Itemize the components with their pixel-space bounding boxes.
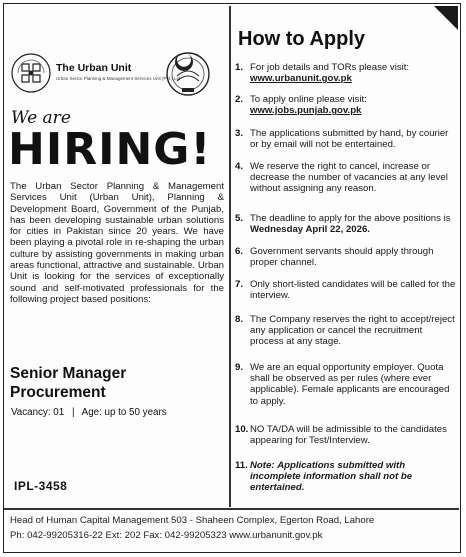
step-number: 3.	[235, 128, 244, 139]
how-to-apply-title: How to Apply	[238, 28, 366, 50]
step-text: The applications submitted by hand, by courier or by email will not be entertained.	[250, 128, 449, 151]
government-of-punjab-emblem-icon	[160, 46, 216, 102]
step-text	[250, 460, 456, 494]
intro-paragraph: The Urban Sector Planning & Management Services Unit (Urban Unit), Planning & Development Board, Government of the Punjab, has been developing sustainable urban solutions for cities in Pakistan since 20 years. We have been playing a pivotal role in re-shaping the urban culture by assisting governments in making urban areas functional, attractive and sustainable. Urban Unit is looking for the services of exceptionally sound and self-motivated professionals for the following project based positions:	[10, 181, 224, 305]
step-number: 6.	[235, 246, 244, 257]
ipl-number: IPL-3458	[14, 479, 68, 493]
urbanunit-link[interactable]: www.urbanunit.gov.pk	[250, 73, 352, 85]
step-number: 9.	[235, 362, 244, 373]
step-text	[250, 213, 456, 235]
step-number: 2.	[235, 94, 244, 105]
step-text	[250, 62, 456, 84]
step-text: The Company reserves the right to accept/reject any application or cancel the recruitment process at any stage.	[250, 314, 455, 348]
age-limit: Age: up to 50 years	[81, 407, 167, 418]
footer-divider	[4, 508, 459, 510]
right-column	[230, 4, 460, 509]
step-number: 8.	[235, 314, 244, 325]
step-number: 11.	[235, 460, 248, 471]
step-text: Government servants should apply through proper channel.	[250, 246, 434, 269]
corner-fold-decoration	[434, 6, 458, 30]
step-number: 5.	[235, 213, 244, 224]
hiring-headline: HIRING!	[8, 124, 212, 175]
note-label: Note:	[250, 460, 275, 471]
footer-contact: Ph: 042-99205316-22 Ext: 202 Fax: 042-99205323 www.urbanunit.gov.pk	[10, 530, 323, 541]
logo-row	[8, 46, 224, 102]
step-number: 7.	[235, 279, 244, 290]
position-title: Senior Manager Procurement	[10, 365, 127, 401]
jobs-punjab-link[interactable]: www.jobs.punjab.gov.pk	[250, 105, 362, 117]
step-text	[250, 94, 456, 116]
urban-unit-logo-icon	[10, 52, 52, 94]
step-text: Only short-listed candidates will be called for the interview.	[250, 279, 456, 302]
footer-address: Head of Human Capital Management 503 - Shaheen Complex, Egerton Road, Lahore	[10, 515, 375, 526]
step-text: NO TA/DA will be admissible to the candidates appearing for Test/Interview.	[250, 424, 447, 447]
footer	[10, 513, 456, 543]
org-subtitle: Urban Sector Planning & Management Services Unit (Pvt.) Ltd	[56, 76, 181, 81]
step-body: The deadline to apply for the above positions is	[250, 213, 451, 224]
note-text: Applications submitted with incomplete information shall not be entertained.	[250, 460, 413, 494]
org-name: The Urban Unit	[56, 62, 132, 74]
job-advertisement	[3, 3, 461, 553]
step-number: 1.	[235, 62, 244, 73]
step-number: 10.	[235, 424, 249, 435]
step-body: For job details and TORs please visit:	[250, 62, 410, 73]
step-number: 4.	[235, 161, 244, 172]
left-column	[4, 4, 228, 509]
step-body: To apply online please visit:	[250, 94, 367, 105]
deadline-date: Wednesday April 22, 2026.	[250, 224, 370, 236]
step-text: We reserve the right to cancel, increase or decrease the number of vacancies at any level without assigning any reason.	[250, 161, 448, 195]
step-text: We are an equal opportunity employer. Quota shall be observed as per rules (where ever applicable). Female applicants are encouraged to apply.	[250, 362, 450, 407]
separator: |	[71, 407, 75, 418]
position-details	[11, 407, 167, 418]
we-are-text: We are	[11, 108, 71, 128]
vacancy-count: Vacancy: 01	[11, 407, 65, 418]
